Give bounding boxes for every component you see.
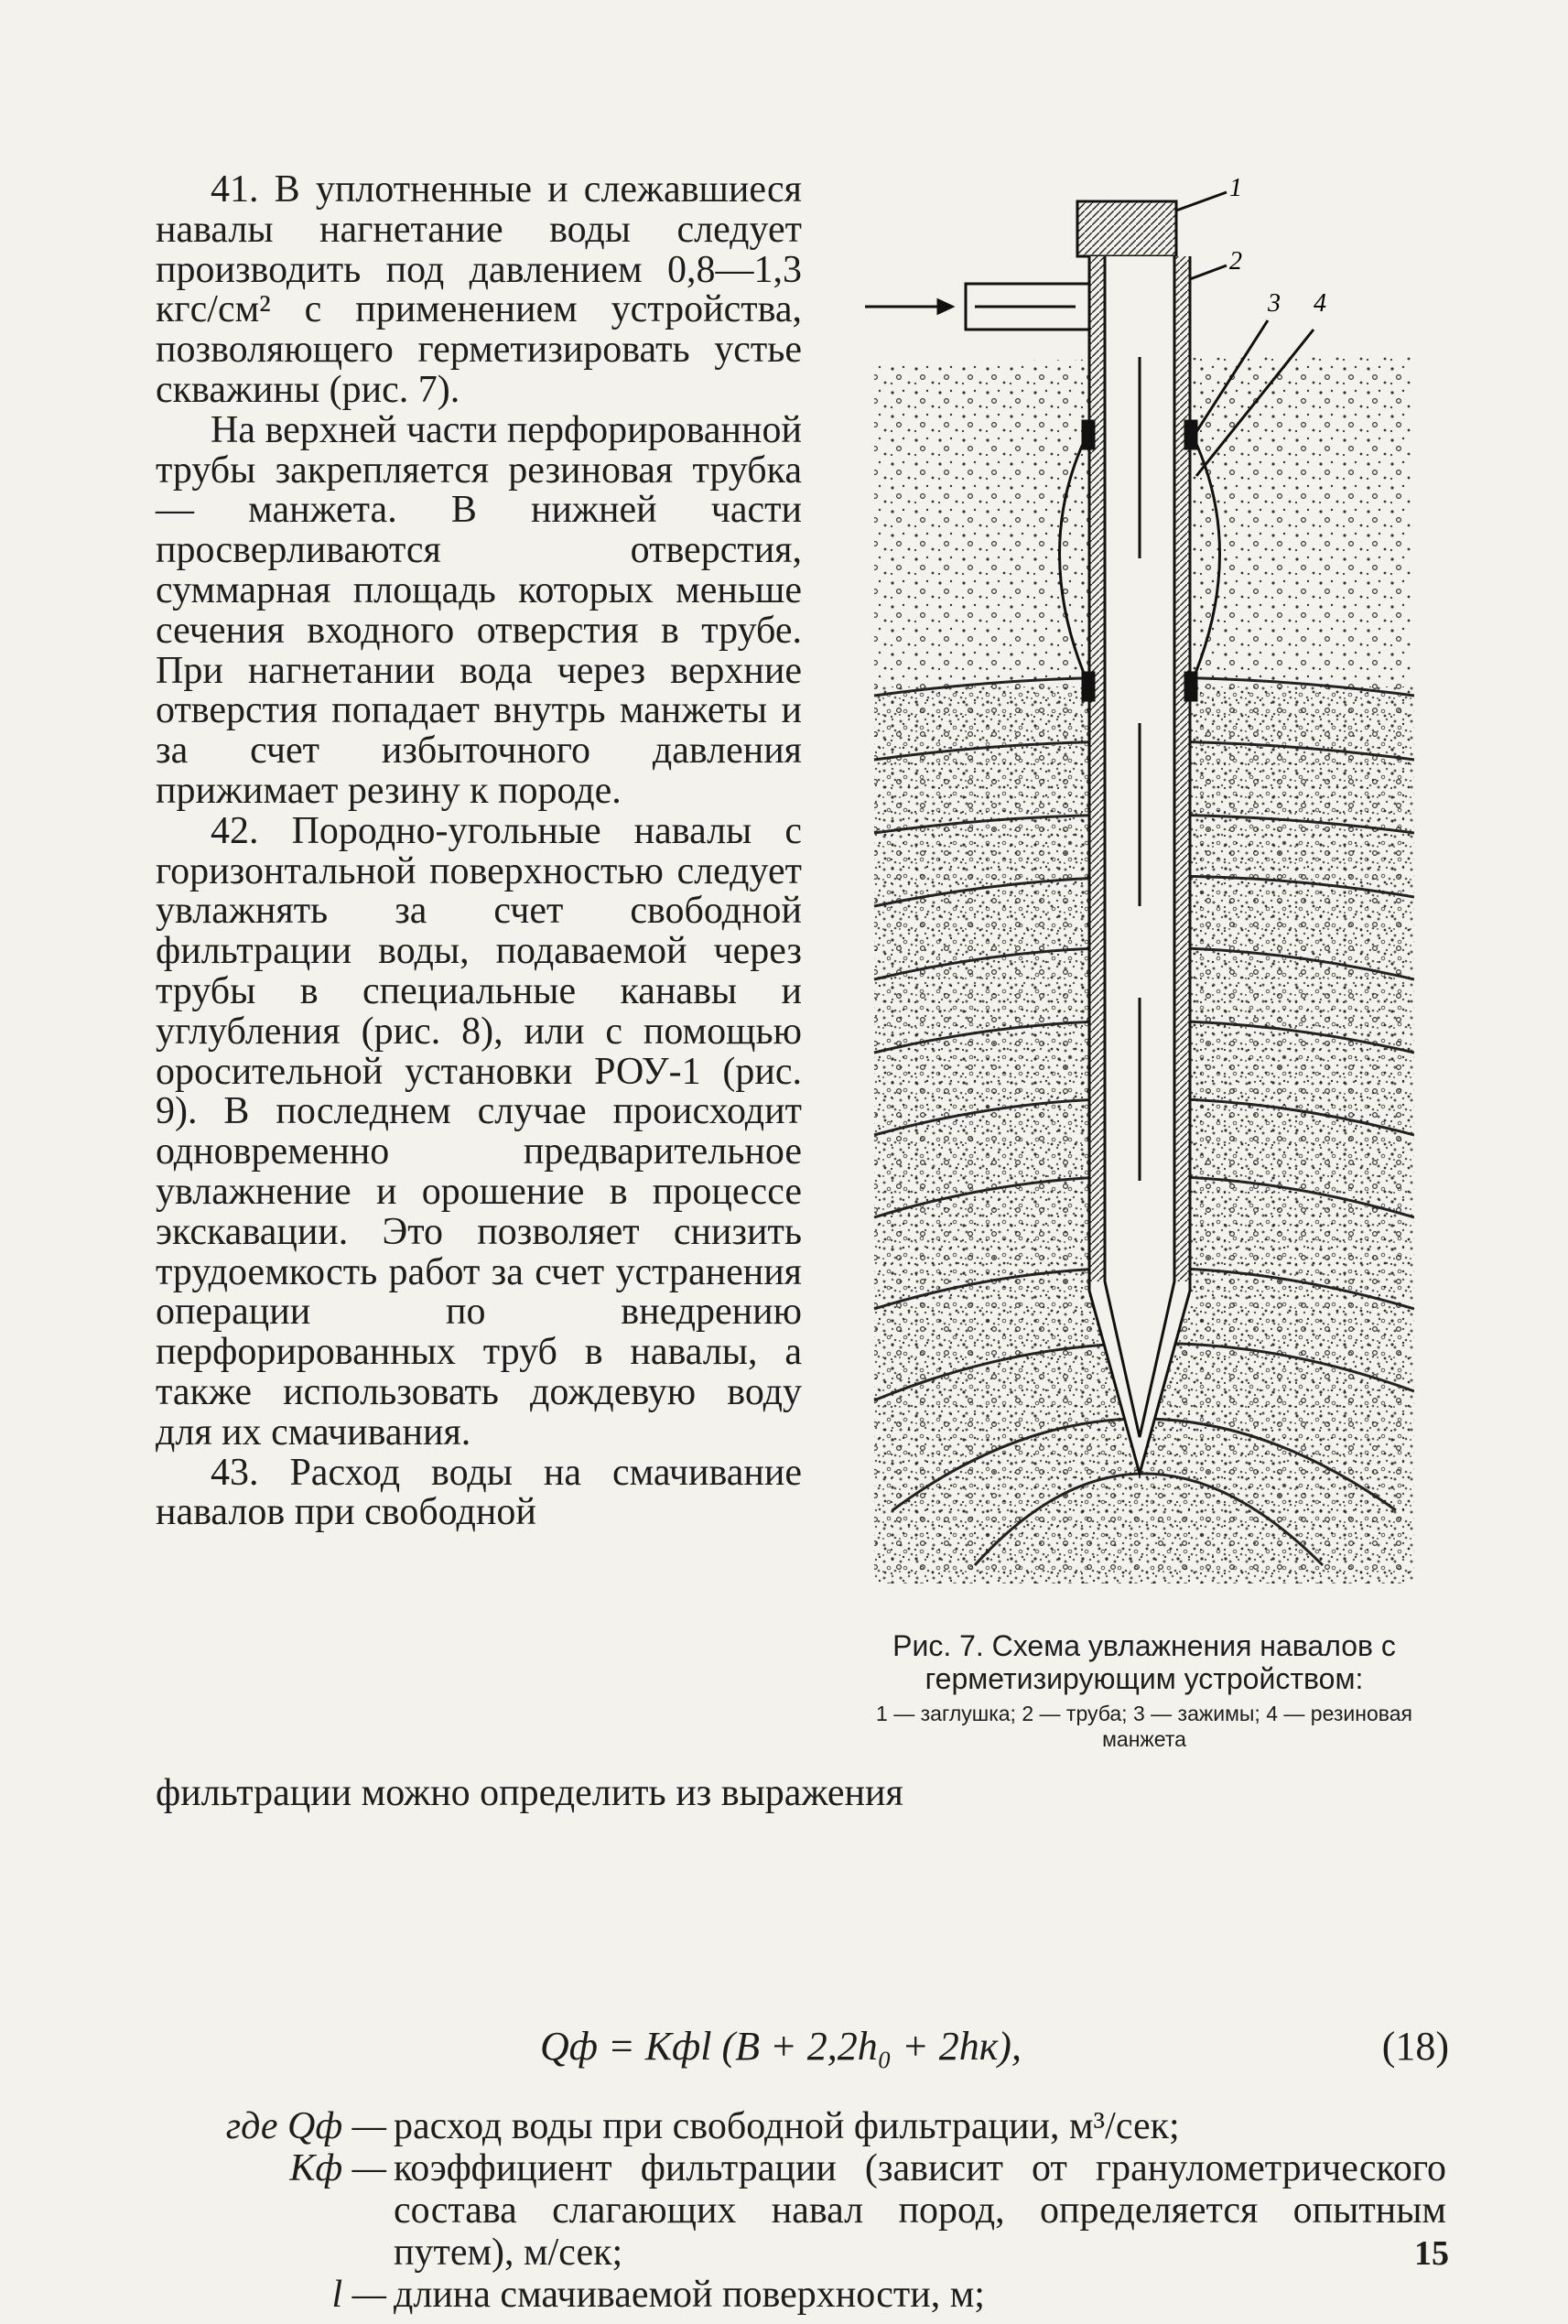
paragraph-41: 41. В уплотненные и слежавшиеся навалы нагнетание воды следует производить под давлением 0,8—1,3 кгс/см² с применением устройства, позволяющего герметизировать устье скважины (рис. 7). [156, 168, 802, 411]
paragraph-42: 42. Породно-угольные навалы с горизонтальной поверхностью следует увлажнять за счет свободной фильтрации воды, подаваемой через трубы в специальные канавы и углубления (рис. 8), или с помощью оросительной установки РОУ-1 (рис. 9). В последнем случае происходит одновременно предварительное увлажнение и орошение в процессе экскавации. Это позволяет снизить трудоемкость работ за счет устранения операции по внедрению перфорированных труб в навалы, а также использовать дождевую воду для их смачивания. [156, 809, 802, 1454]
definition-text: коэффициент фильтрации (зависит от гранулометрического состава слагающих навал пород, определяется опытным путем), м/сек; [394, 2147, 1446, 2274]
definition-symbol: l — [331, 2274, 386, 2316]
figure-7-caption [860, 1629, 1428, 1752]
definitions [156, 2105, 1446, 2316]
figure-label-4: 4 [1314, 289, 1326, 318]
definition-item [156, 2274, 1446, 2316]
definition-text: расход воды при свободной фильтрации, м³/сек; [394, 2105, 1180, 2147]
definition-text: длина смачиваемой поверхности, м; [394, 2274, 985, 2316]
paragraph-41-cont: На верхней части перфорированной трубы закрепляется резиновая трубка — манжета. В нижней части просверливаются отверстия, суммарная площадь которых меньше сечения входного отверстия в трубе. При нагнетании вода через верхние отверстия попадает внутрь манжеты и за счет избыточного давления прижимает резину к породе. [156, 408, 802, 812]
definition-symbol: где Qф — [225, 2105, 386, 2147]
definition-item [156, 2105, 1446, 2147]
figure-label-1: 1 [1229, 174, 1242, 202]
text-column [156, 170, 802, 1533]
figure-label-3: 3 [1268, 289, 1281, 318]
figure-7-diagram [865, 174, 1414, 1602]
formula-number: (18) [1381, 2024, 1449, 2069]
page-number: 15 [1414, 2234, 1449, 2273]
paragraph-43-start: 43. Расход воды на смачивание навалов при свободной [156, 1451, 802, 1534]
definition-symbol: Kф — [289, 2147, 386, 2189]
definition-item [156, 2147, 1446, 2274]
caption-legend: 1 — заглушка; 2 — труба; 3 — зажимы; 4 — резиновая манжета [876, 1702, 1412, 1751]
caption-title: Рис. 7. Схема увлажнения навалов с герметизирующим устройством: [892, 1629, 1396, 1695]
paragraph-43-cont: фильтрации можно определить из выражения [156, 1772, 903, 1814]
formula-expression: Qф = Kфl (B + 2,2h₀ + 2hк), [540, 2024, 1022, 2069]
figure-label-2: 2 [1229, 247, 1242, 276]
